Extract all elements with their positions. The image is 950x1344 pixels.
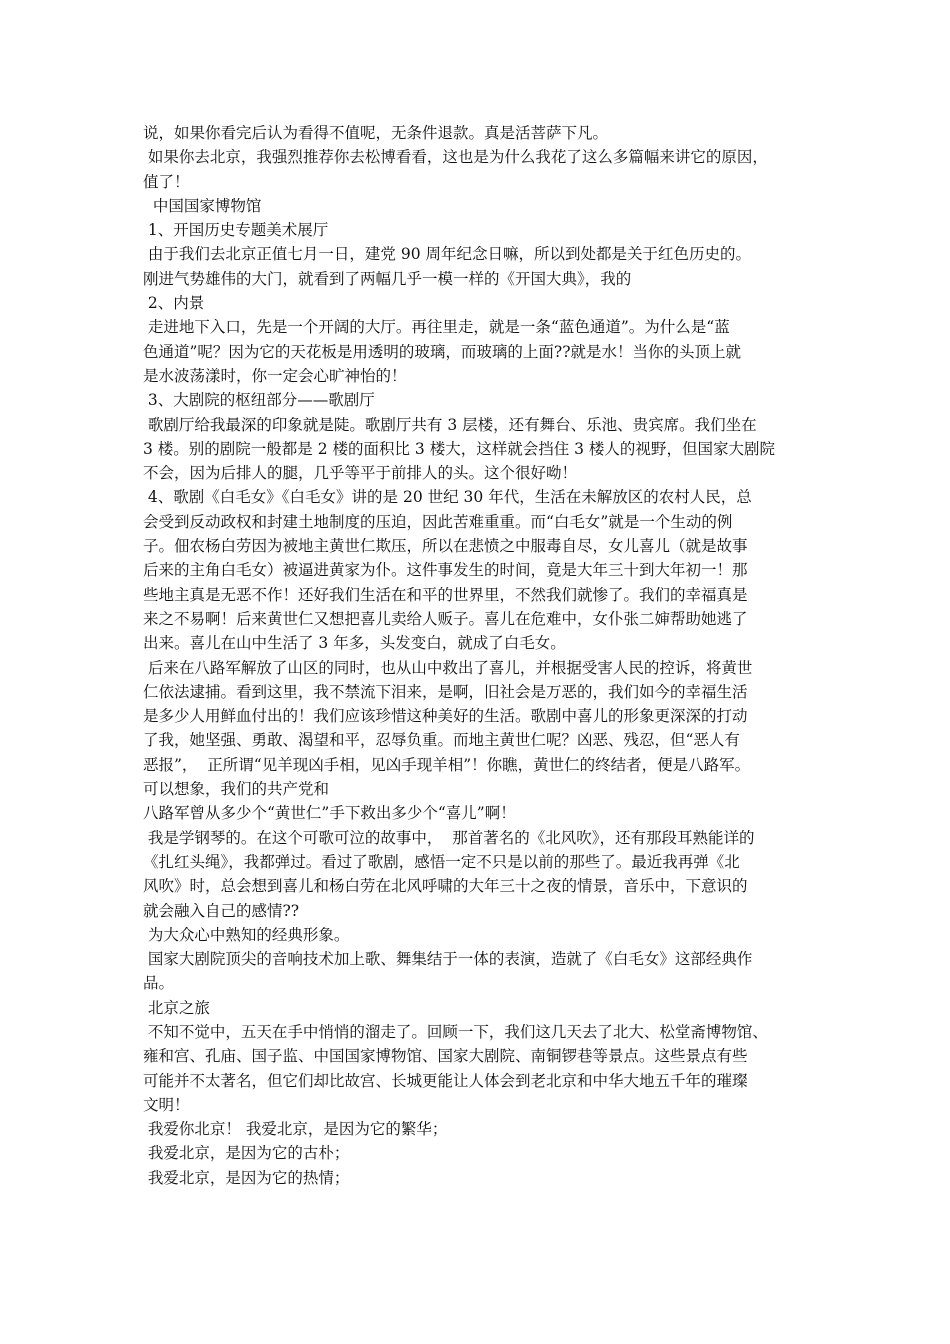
text-line: 我是学钢琴的。在这个可歌可泣的故事中， 那首著名的《北风吹》，还有那段耳熟能详的 bbox=[143, 828, 755, 847]
text-line: 雍和宫、孔庙、国子监、中国国家博物馆、国家大剧院、南铜锣巷等景点。这些景点有些 bbox=[143, 1047, 748, 1066]
text-line: 不会，因为后排人的腿，几乎等平于前排人的头。这个很好呦！ bbox=[143, 464, 578, 483]
text-line: 是多少人用鲜血付出的！我们应该珍惜这种美好的生活。歌剧中喜儿的形象更深深的打动 bbox=[143, 707, 748, 726]
text-line: 如果你去北京，我强烈推荐你去松博看看，这也是为什么我花了这么多篇幅来讲它的原因， bbox=[143, 148, 768, 167]
text-line: 了我，她坚强、勇敢、渴望和平，忍辱负重。而地主黄世仁呢？凶恶、残忍，但“恶人有 bbox=[143, 731, 740, 750]
text-line: 来之不易啊！后来黄世仁又想把喜儿卖给人贩子。喜儿在危难中，女仆张二婶帮助她逃了 bbox=[143, 609, 748, 628]
text-line: 走进地下入口，先是一个开阔的大厅。再往里走，就是一条“蓝色通道”。为什么是“蓝 bbox=[143, 318, 730, 337]
text-line: 会受到反动政权和封建土地制度的压迫，因此苦难重重。而“白毛女”就是一个生动的例 bbox=[143, 512, 733, 531]
text-line: 可能并不太著名，但它们却比故宫、长城更能让人体会到老北京和中华大地五千年的璀璨 bbox=[143, 1071, 748, 1090]
text-line: 《扎红头绳》，我都弹过。看过了歌剧，感悟一定不只是以前的那些了。最近我再弹《北 bbox=[143, 852, 740, 871]
text-line: 后来的主角白毛女）被逼进黄家为仆。这件事发生的时间，竟是大年三十到大年初一！那 bbox=[143, 561, 748, 580]
text-line: 4、歌剧《白毛女》《白毛女》讲的是 20 世纪 30 年代，生活在未解放区的农村人民，总 bbox=[143, 488, 752, 507]
document-page bbox=[143, 121, 823, 1190]
text-line: 我爱北京，是因为它的热情； bbox=[143, 1168, 350, 1187]
text-line: 色通道”呢？因为它的天花板是用透明的玻璃，而玻璃的上面??就是水！当你的头顶上就 bbox=[143, 342, 742, 361]
text-line: 说，如果你看完后认为看得不值呢，无条件退款。真是活菩萨下凡。 bbox=[143, 124, 609, 142]
section-heading: 2、内景 bbox=[143, 294, 205, 313]
text-line: 恶报”， 正所谓“见羊现凶手相，见凶手现羊相”！你瞧，黄世仁的终结者，便是八路军。 bbox=[143, 755, 751, 774]
text-line: 不知不觉中，五天在手中悄悄的溜走了。回顾一下，我们这几天去了北大、松堂斋博物馆、 bbox=[143, 1022, 768, 1041]
text-line: 些地主真是无恶不作！还好我们生活在和平的世界里，不然我们就惨了。我们的幸福真是 bbox=[143, 585, 748, 604]
text-line: 是水波荡漾时，你一定会心旷神怡的！ bbox=[143, 366, 407, 385]
text-line: 值了！ bbox=[143, 172, 190, 191]
text-line: 我爱北京，是因为它的古朴； bbox=[143, 1144, 350, 1163]
text-line: 风吹》时，总会想到喜儿和杨白劳在北风呼啸的大年三十之夜的情景，音乐中，下意识的 bbox=[143, 877, 748, 896]
section-heading: 北京之旅 bbox=[143, 998, 210, 1017]
text-line: 国家大剧院顶尖的音响技术加上歌、舞集结于一体的表演，造就了《白毛女》这部经典作 bbox=[143, 950, 753, 969]
text-line: 3 楼。别的剧院一般都是 2 楼的面积比 3 楼大，这样就会挡住 3 楼人的视野，但国家大剧院 bbox=[143, 439, 775, 458]
text-line: 文明！ bbox=[143, 1095, 190, 1114]
section-heading: 1、开国历史专题美术展厅 bbox=[143, 221, 329, 240]
text-line: 后来在八路军解放了山区的同时，也从山中救出了喜儿，并根据受害人民的控诉，将黄世 bbox=[143, 658, 753, 677]
section-heading: 中国国家博物馆 bbox=[143, 196, 262, 215]
text-line: 歌剧厅给我最深的印象就是陡。歌剧厅共有 3 层楼，还有舞台、乐池、贵宾席。我们坐在 bbox=[143, 415, 757, 434]
text-line: 仁依法逮捕。看到这里，我不禁流下泪来，是啊，旧社会是万恶的，我们如今的幸福生活 bbox=[143, 682, 748, 701]
text-line: 子。佃农杨白劳因为被地主黄世仁欺压，所以在悲愤之中服毒自尽，女儿喜儿（就是故事 bbox=[143, 537, 748, 556]
text-line: 就会融入自己的感情?? bbox=[143, 901, 300, 920]
text-line: 可以想象，我们的共产党和 bbox=[143, 780, 330, 799]
text-line: 为大众心中熟知的经典形象。 bbox=[143, 925, 350, 944]
section-heading: 3、大剧院的枢纽部分——歌剧厅 bbox=[143, 391, 375, 410]
text-line: 出来。喜儿在山中生活了 3 年多，头发变白，就成了白毛女。 bbox=[143, 634, 566, 653]
text-line: 八路军曾从多少个“黄世仁”手下救出多少个“喜儿”啊！ bbox=[143, 804, 516, 823]
text-line: 我爱你北京！ 我爱北京，是因为它的繁华； bbox=[143, 1120, 448, 1139]
text-line: 刚进气势雄伟的大门，就看到了两幅几乎一模一样的《开国大典》，我的 bbox=[143, 269, 632, 288]
text-line: 品。 bbox=[143, 974, 175, 993]
text-line: 由于我们去北京正值七月一日，建党 90 周年纪念日嘛，所以到处都是关于红色历史的。 bbox=[143, 245, 752, 264]
